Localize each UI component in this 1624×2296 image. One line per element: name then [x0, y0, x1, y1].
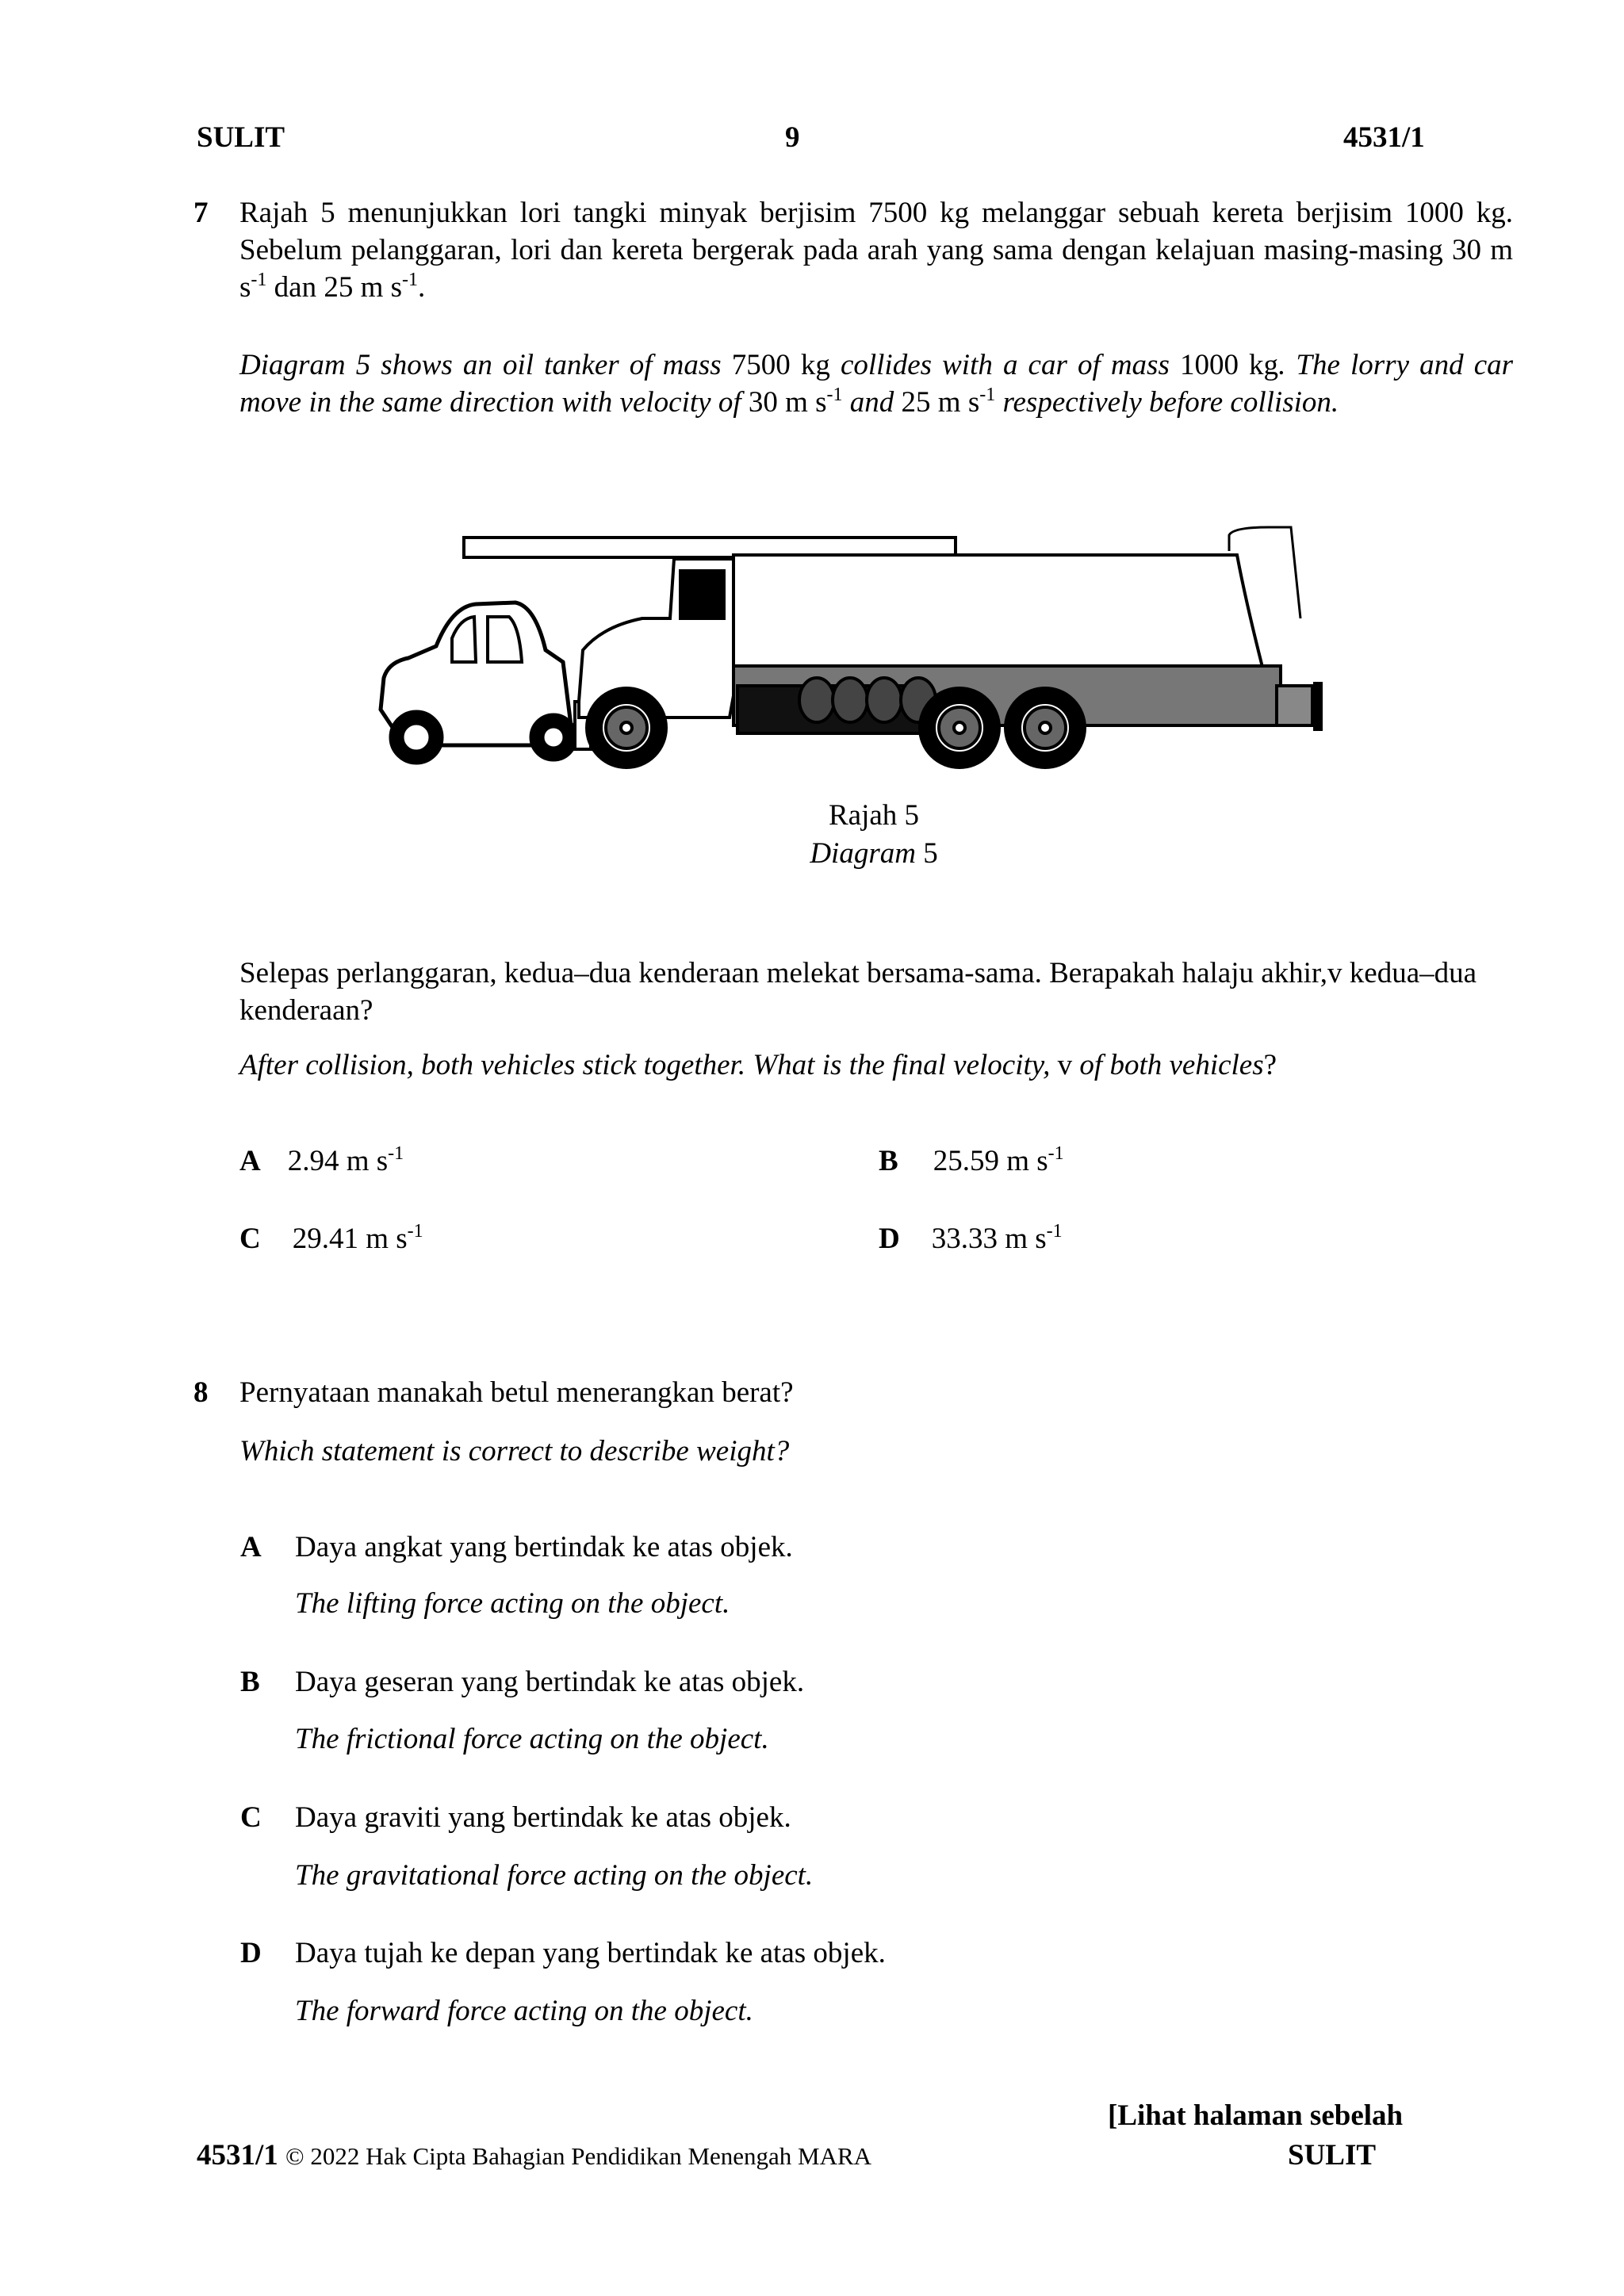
q7-option-d[interactable]: D 33.33 m $s^{-1}$: [879, 1221, 1063, 1255]
option-text-malay: Daya tujah ke depan yang bertindak ke atas objek.: [295, 1937, 886, 1969]
option-letter: C: [240, 1801, 262, 1834]
diagram-tanker-car-collision: [373, 507, 1336, 769]
question-7-number: 7: [193, 197, 209, 229]
option-text-english: The frictional force acting on the object.: [295, 1723, 769, 1755]
front-wheel: [587, 688, 666, 767]
question-8-number: 8: [193, 1376, 209, 1409]
option-letter: B: [240, 1666, 260, 1698]
q7-option-b[interactable]: B 25.59 m $s^{-1}$: [879, 1143, 1064, 1177]
option-text-english: The lifting force acting on the object.: [295, 1587, 730, 1620]
option-text-malay: Daya geseran yang bertindak ke atas objek.: [295, 1666, 805, 1698]
option-letter: D: [240, 1937, 262, 1969]
page-number: 9: [785, 121, 800, 154]
question-8-english: Which statement is correct to describe weight?: [239, 1435, 790, 1468]
question-7-prompt-malay: Selepas perlanggaran, kedua–dua kenderaan melekat bersama-sama. Berapakah halaju akhir,v kedua–dua kenderaan?: [239, 957, 1477, 1027]
diagram-caption-malay: Rajah 5: [828, 799, 920, 832]
header-paper-code: 4531/1: [1343, 121, 1425, 154]
option-text-english: The forward force acting on the object.: [295, 1995, 753, 2027]
option-text-malay: Daya graviti yang bertindak ke atas objek.: [295, 1801, 791, 1834]
question-7-prompt-english: After collision, both vehicles stick together. What is the final velocity, v of both vehicles?: [239, 1049, 1277, 1081]
footer-next-page: [Lihat halaman sebelah: [1108, 2099, 1404, 2132]
footer-copyright: 4531/1 © 2022 Hak Cipta Bahagian Pendidikan Menengah MARA: [197, 2139, 872, 2172]
rear-wheel-2: [1005, 688, 1085, 767]
diagram-caption-english: Diagram 5: [810, 837, 938, 870]
car-illustration: [381, 603, 576, 763]
q7-option-c[interactable]: C 29.41 m $s^{-1}$: [239, 1221, 423, 1255]
option-letter: A: [240, 1531, 262, 1563]
footer-classification: SULIT: [1288, 2139, 1377, 2172]
tanker-lorry-illustration: [464, 527, 1321, 767]
q7-option-a[interactable]: A 2.94 m $s^{-1}$: [239, 1143, 404, 1177]
question-7-english: Diagram 5 shows an oil tanker of mass 7500 kg collides with a car of mass 1000 kg. The lorry and car move in the same direction with velocity of 30 m $s^{-1}$ and 25 m $s^{-1}$ respectively before collision.: [239, 349, 1514, 419]
question-7-malay: Rajah 5 menunjukkan lori tangki minyak berjisim 7500 kg melanggar sebuah kereta berjisim 1000 kg. Sebelum pelanggaran, lori dan kereta bergerak pada arah yang sama dengan kelajuan masing-masing 30 m $s^{-1}$ dan 25 m $s^{-1}$.: [239, 197, 1513, 304]
rear-wheel-1: [920, 688, 999, 767]
header-classification: SULIT: [197, 121, 285, 154]
question-8-malay: Pernyataan manakah betul menerangkan berat?: [239, 1376, 794, 1409]
option-text-english: The gravitational force acting on the object.: [295, 1859, 814, 1892]
option-text-malay: Daya angkat yang bertindak ke atas objek.: [295, 1531, 793, 1563]
